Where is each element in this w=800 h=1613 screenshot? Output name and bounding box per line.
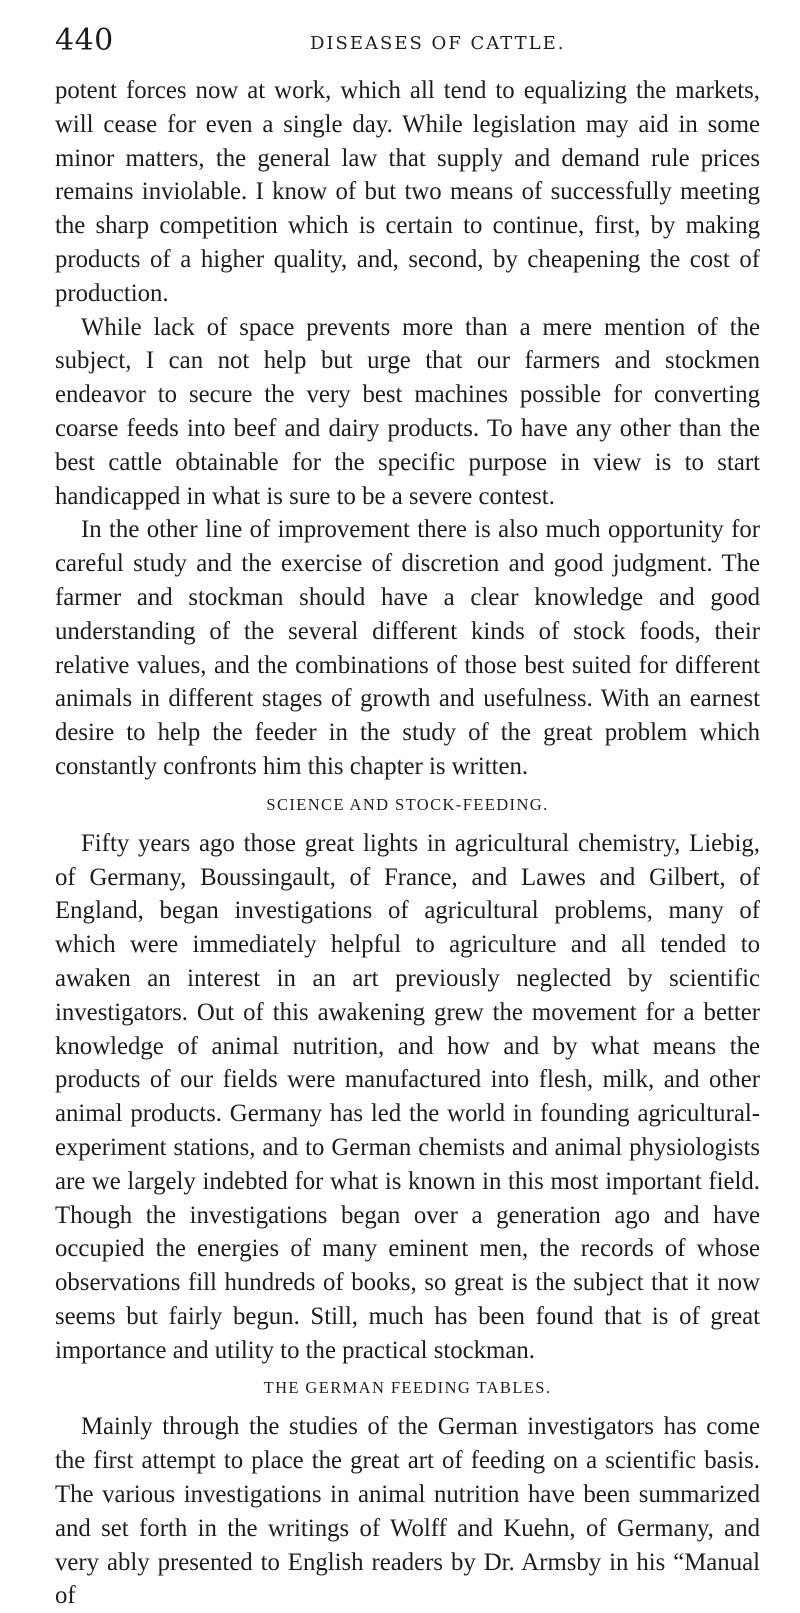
paragraph-machines: While lack of space prevents more than a mere mention of the subject, I can not help but urge that our farmers and stockmen endeavor to secure the very best machines possible for converting coarse feeds into beef and dairy products. To have any other than the best cattle obtainable for the specific purpose in view is to start handicapped in what is sure to be a severe contest. bbox=[55, 313, 760, 510]
section-heading-science: SCIENCE AND STOCK-FEEDING. bbox=[266, 794, 549, 814]
paragraph-german-tables: Mainly through the studies of the German investigators has come the first attempt to place the great art of feeding on a scientific basis. The various investigations in animal nutrition have been summarized and set forth in the writings of Wolff and Kuehn, of Germany, and very ably presented to English readers by Dr. Armsby in his “Manual of bbox=[55, 1413, 760, 1610]
body-text bbox=[55, 74, 760, 1613]
page-number: 440 bbox=[55, 23, 114, 58]
section-heading-german-tables: THE GERMAN FEEDING TABLES. bbox=[263, 1378, 552, 1398]
running-title: DISEASES OF CATTLE. bbox=[310, 33, 566, 54]
paragraph-continuation: potent forces now at work, which all tend to equalizing the markets, will cease for even a single day. While legislation may aid in some minor matters, the general law that supply and demand rule prices remains inviolable. I know of but two means of successfully meeting the sharp competition which is certain to continue, first, by making products of a higher quality, and, second, by cheapening the cost of production. bbox=[55, 77, 760, 307]
paragraph-science: Fifty years ago those great lights in agricultural chemistry, Liebig, of Germany, Boussingault, of France, and Lawes and Gilbert, of England, began investigations of agricultural problems, many of which were immediately helpful to agriculture and all tended to awaken an interest in an art previously neglected by scientific investigators. Out of this awakening grew the movement for a better knowledge of animal nutrition, and how and by what means the products of our fields were manufactured into flesh, milk, and other animal products. Germany has led the world in founding agricultural-experiment stations, and to German chemists and animal physiologists are we largely indebted for what is known in this most important field. Though the investigations began over a generation ago and have occupied the energies of many eminent men, the records of whose observations fill hundreds of books, so great is the subject that it now seems but fairly begun. Still, much has been found that is of great importance and utility to the practical stockman. bbox=[55, 829, 760, 1364]
running-head bbox=[55, 24, 760, 74]
paragraph-improvement: In the other line of improvement there is also much opportunity for careful study and the exercise of discretion and good judgment. The farmer and stockman should have a clear knowledge and good understanding of the several different kinds of stock foods, their relative values, and the combinations of those best suited for different animals in different stages of growth and usefulness. With an earnest desire to help the feeder in the study of the great problem which constantly confronts him this chapter is written. bbox=[55, 516, 760, 780]
